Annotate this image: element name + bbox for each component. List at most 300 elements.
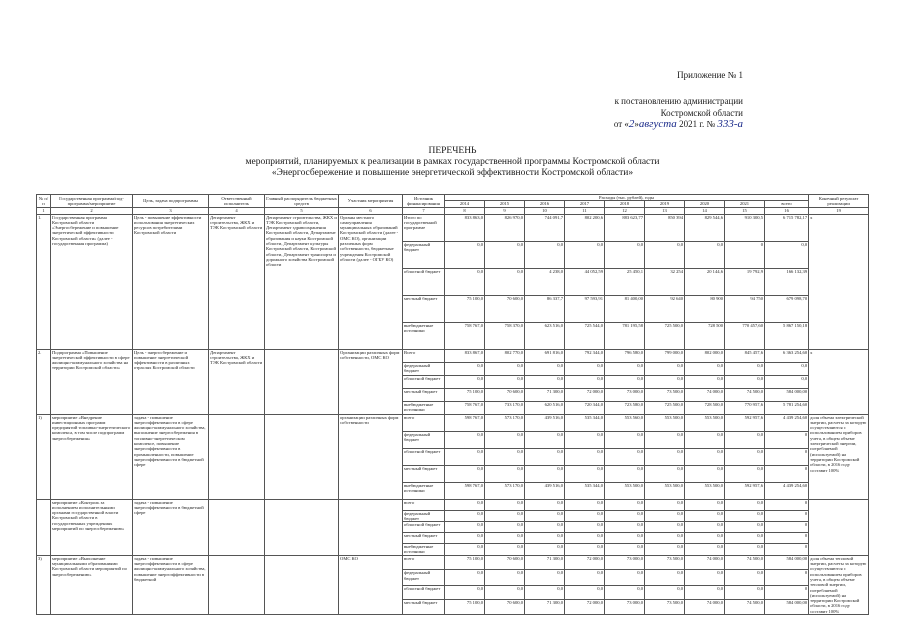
cell-value: 0,0 [605, 448, 645, 465]
cell-value: 792 344,0 [565, 349, 605, 362]
cell-value: 73 000,0 [605, 600, 645, 615]
cell-value: 75 100,0 [445, 600, 485, 615]
cell-value: 0,0 [445, 362, 485, 375]
decree-line: к постановлению администрации [614, 96, 743, 106]
cell-value: 0,0 [685, 544, 725, 556]
cell-value: 0,0 [565, 533, 605, 544]
cell-source: местный бюджет [403, 465, 445, 482]
cell-value: 0,0 [445, 510, 485, 522]
cell-value: 0,0 [565, 510, 605, 522]
cell-value: 0,0 [485, 465, 525, 482]
cell-value: 0,0 [725, 499, 765, 510]
cell-value: 0,0 [565, 585, 605, 600]
cell-value: 75 100,0 [445, 388, 485, 401]
cell-value: 0,0 [685, 522, 725, 533]
cell-source: областной бюджет [403, 522, 445, 533]
cell-value: 0,0 [685, 510, 725, 522]
cell-resp: Департамент строительства, ЖКХ и ТЭК Костромской области [209, 214, 265, 349]
cell-value: 0,0 [485, 268, 525, 295]
cell-value: 5 781 254,60 [765, 401, 809, 414]
cell-value: 0,0 [725, 431, 765, 448]
cell-value: 0,0 [445, 570, 485, 585]
cell-value: 0,0 [485, 431, 525, 448]
cell-no: 2. [37, 349, 51, 414]
cell-value: 0,0 [605, 585, 645, 600]
cell-value: 0,0 [765, 241, 809, 268]
cell-value: 0,0 [525, 544, 565, 556]
cell-source: всего [403, 555, 445, 570]
cell-prog: мероприятие «Внедрение инвестиционных программ предприятий топливно-энергетического комплекса, в том числе подпрограмм энергосбережения» [51, 414, 133, 499]
handwritten-month: августа [638, 118, 677, 130]
col-responsible: Ответственный исполнитель [209, 195, 265, 208]
doc-subtitle: мероприятий, планируемых к реализации в рамках государственной программы Костромской области [245, 157, 660, 167]
cell-value: 0,0 [645, 544, 685, 556]
cell-value: 0,0 [565, 362, 605, 375]
cell-value: 0,0 [725, 544, 765, 556]
cell-value: 758 370,0 [485, 322, 525, 349]
cell-goal: Цель - повышение эффективности использования энергетических ресурсов потребителями Костромской области [133, 214, 209, 349]
cell-value: 73 500,0 [645, 555, 685, 570]
cell-value: 73 000,0 [605, 388, 645, 401]
cell-value: 0,0 [685, 448, 725, 465]
cell-value: 0,0 [605, 375, 645, 388]
cell-resp [209, 555, 265, 614]
cell-source: внебюджетные источники [403, 322, 445, 349]
cell-value: 0,0 [565, 431, 605, 448]
cell-value: 75 100,0 [445, 295, 485, 322]
column-number: 19 [809, 207, 869, 214]
year-header: 2017 [565, 201, 605, 207]
cell-source: Итого по государственной программе [403, 214, 445, 241]
cell-value: 0,0 [685, 431, 725, 448]
cell-value: 0,0 [645, 465, 685, 482]
cell-gr [265, 349, 339, 414]
cell-value: 0,0 [445, 375, 485, 388]
cell-value: 0 [725, 241, 765, 268]
cell-value: 0,0 [445, 465, 485, 482]
cell-value: 623 516,0 [525, 322, 565, 349]
cell-value: 0,0 [485, 585, 525, 600]
cell-value: 0,0 [485, 533, 525, 544]
cell-value: 0,0 [725, 465, 765, 482]
cell-value: 728 500 [685, 322, 725, 349]
cell-result: х [809, 349, 869, 414]
cell-value: 72 000,0 [565, 388, 605, 401]
cell-value: 0,0 [685, 533, 725, 544]
cell-value: 833 863,0 [445, 214, 485, 241]
appendix-label: Приложение № 1 [677, 70, 743, 80]
cell-value: 74 000,0 [685, 600, 725, 615]
cell-goal: Цель - энергосбережение и повышение энергетической эффективности в различных отраслях Костромской области [133, 349, 209, 414]
cell-part: Организации различных форм собственности, ОМС КО [339, 349, 403, 414]
cell-resp [209, 414, 265, 499]
cell-value: 71 300,0 [525, 600, 565, 615]
col-source: Источник финансирования [403, 195, 445, 208]
col-participant: Участник мероприятия [339, 195, 403, 208]
cell-value: 80 900 [685, 295, 725, 322]
cell-value: 0,0 [445, 522, 485, 533]
cell-value: 0,0 [685, 585, 725, 600]
region-line: Костромской области [660, 108, 743, 118]
cell-value: 0,0 [645, 375, 685, 388]
column-number: 5 [265, 207, 339, 214]
column-number: 8 [445, 207, 485, 214]
cell-source: всего [403, 499, 445, 510]
cell-value: 92 640 [645, 295, 685, 322]
cell-source: федеральный бюджет [403, 431, 445, 448]
cell-resp [209, 499, 265, 555]
cell-value: 770 457,60 [725, 322, 765, 349]
cell-value: 74 500,0 [725, 388, 765, 401]
cell-value: 0,0 [725, 362, 765, 375]
year-header: 2016 [525, 201, 565, 207]
cell-value: 679 098,70 [765, 295, 809, 322]
cell-source: внебюджетные источники [403, 544, 445, 556]
cell-value: 94 750 [725, 295, 765, 322]
column-number: 6 [339, 207, 403, 214]
cell-value: 0,0 [605, 241, 645, 268]
cell-value: 0 [765, 533, 809, 544]
cell-value: 0,0 [605, 465, 645, 482]
cell-part: организации различных форм собственности [339, 414, 403, 499]
cell-value: 0,0 [445, 533, 485, 544]
cell-value: 0,0 [485, 570, 525, 585]
cell-value: 0,0 [645, 570, 685, 585]
column-number: 10 [525, 207, 565, 214]
cell-source: внебюджетные источники [403, 482, 445, 499]
cell-value: 584 000,00 [765, 600, 809, 615]
cell-value: 0,0 [525, 362, 565, 375]
cell-value: 20 144,6 [685, 268, 725, 295]
cell-result: доля объема тепловой энергии, расчеты за которую осуществляются с использованием приборов учета, в общем объеме тепловой энергии, потребляемой (используемой) на территории Костромской области, в 2016 году составит 100% [809, 555, 869, 614]
cell-source: областной бюджет [403, 268, 445, 295]
handwritten-number: 333-а [717, 118, 743, 130]
cell-value: 0,0 [445, 241, 485, 268]
cell-value: 0,0 [725, 510, 765, 522]
col-expenses: Расходы (тыс. рублей), годы [445, 195, 809, 201]
date-year: 2021 г. № [679, 119, 716, 129]
cell-gr [265, 499, 339, 555]
cell-value: 733 170,0 [485, 401, 525, 414]
cell-value: 0,0 [685, 241, 725, 268]
cell-value: 592 957,6 [725, 414, 765, 431]
cell-source: местный бюджет [403, 533, 445, 544]
cell-value: 728 500,0 [685, 401, 725, 414]
year-header: 2020 [685, 201, 725, 207]
cell-value: 0,0 [565, 570, 605, 585]
cell-no [37, 499, 51, 555]
cell-value: 802 000,0 [685, 349, 725, 362]
cell-value: 74 000,0 [685, 388, 725, 401]
cell-value: 0,0 [685, 499, 725, 510]
cell-source: федеральный бюджет [403, 510, 445, 522]
column-number: 14 [685, 207, 725, 214]
cell-value: 0,0 [605, 499, 645, 510]
cell-value: 0,0 [445, 544, 485, 556]
cell-value: 71 300,0 [525, 388, 565, 401]
cell-value: 0,0 [525, 465, 565, 482]
cell-value: 826 970,0 [485, 214, 525, 241]
cell-value: 0,0 [445, 448, 485, 465]
cell-value: 0,0 [645, 510, 685, 522]
cell-value: 6 715 782,17 [765, 214, 809, 241]
cell-value: 0 [765, 465, 809, 482]
cell-value: 439 516,0 [525, 414, 565, 431]
cell-value: 0,0 [645, 533, 685, 544]
cell-value: 0,0 [485, 362, 525, 375]
cell-value: 0,0 [605, 544, 645, 556]
cell-value: 0,0 [725, 570, 765, 585]
table-row [37, 349, 869, 362]
table-row [37, 214, 869, 241]
cell-value: 0,0 [685, 362, 725, 375]
cell-value: 86 337,7 [525, 295, 565, 322]
cell-value: 4 238,0 [525, 268, 565, 295]
cell-value: 0,0 [645, 448, 685, 465]
cell-value: 845 457,6 [725, 349, 765, 362]
cell-value: 71 300,0 [525, 555, 565, 570]
column-number: 15 [725, 207, 765, 214]
cell-source: областной бюджет [403, 585, 445, 600]
cell-value: 799 000,0 [645, 349, 685, 362]
cell-value: 0,0 [565, 465, 605, 482]
column-number: 13 [645, 207, 685, 214]
cell-value: 833 867,0 [445, 349, 485, 362]
cell-no: 1. [37, 214, 51, 349]
cell-value: 0,0 [725, 375, 765, 388]
cell-value: 802 200,6 [565, 214, 605, 241]
cell-value: 73 500,0 [645, 600, 685, 615]
cell-value: 770 957,6 [725, 401, 765, 414]
cell-value: 725 500,0 [645, 322, 685, 349]
column-number: 11 [565, 207, 605, 214]
cell-source: областной бюджет [403, 448, 445, 465]
cell-part: Органы местного самоуправления муниципальных образований Костромской области (далее - ОМС КО), организации различных форм собственности, бюджетные учреждения Костромской области (далее - ОГБУ КО) [339, 214, 403, 349]
year-header: 2021 [725, 201, 765, 207]
cell-value: 0,0 [645, 431, 685, 448]
cell-value: 781 195,58 [605, 322, 645, 349]
cell-value: 0,0 [445, 268, 485, 295]
cell-value: 0,0 [565, 544, 605, 556]
cell-value: 74 000,0 [685, 555, 725, 570]
cell-value: 592 957,6 [725, 482, 765, 499]
year-header: 2014 [445, 201, 485, 207]
cell-value: 829 544,6 [685, 214, 725, 241]
cell-value: 5 867 150,18 [765, 322, 809, 349]
cell-value: 73 500,0 [645, 388, 685, 401]
cell-value: 553 560,0 [605, 414, 645, 431]
cell-value: 723 580,0 [605, 401, 645, 414]
cell-value: 725 500,0 [645, 401, 685, 414]
cell-value: 0,0 [645, 522, 685, 533]
col-budget-holder: Главный распорядитель бюджетных средств [266, 195, 337, 206]
cell-value: 0 [765, 499, 809, 510]
cell-value: 0,0 [445, 499, 485, 510]
cell-value: 0,0 [485, 241, 525, 268]
cell-value: 0,0 [565, 499, 605, 510]
cell-value: 598 767,0 [445, 414, 485, 431]
cell-value: 535 344,0 [565, 482, 605, 499]
cell-gr [265, 555, 339, 614]
cell-value: 72 000,0 [565, 600, 605, 615]
doc-title: ПЕРЕЧЕНЬ [428, 146, 477, 156]
cell-value: 0,0 [525, 510, 565, 522]
cell-value: 0,0 [645, 241, 685, 268]
cell-value: 0,0 [645, 585, 685, 600]
cell-value: 584 000,00 [765, 388, 809, 401]
cell-value: 0 [765, 522, 809, 533]
cell-value: 0,0 [725, 448, 765, 465]
cell-value: 584 000,00 [765, 555, 809, 570]
cell-value: 553 500,0 [605, 482, 645, 499]
cell-value: 32 254 [645, 268, 685, 295]
cell-source: всего [403, 414, 445, 431]
year-header: всего [765, 201, 809, 207]
cell-value: 25 450,1 [605, 268, 645, 295]
cell-value: 166 132,39 [765, 268, 809, 295]
cell-value: 0 [765, 570, 809, 585]
cell-value: 0,0 [445, 585, 485, 600]
cell-value: 0 [765, 510, 809, 522]
cell-value: 19 792,9 [725, 268, 765, 295]
date-number-line [614, 118, 743, 130]
column-number: 1 [37, 207, 51, 214]
cell-value: 0,0 [725, 522, 765, 533]
column-number: 12 [605, 207, 645, 214]
cell-value: 0,0 [685, 465, 725, 482]
cell-value: 0,0 [565, 448, 605, 465]
cell-value: 0,0 [525, 241, 565, 268]
cell-value: 0,0 [525, 522, 565, 533]
cell-goal: задача - повышение энергоэффективности в сфере жилищно-коммунального хозяйства, повышение энергоэффективности в бюджетной [133, 555, 209, 614]
cell-source: местный бюджет [403, 600, 445, 615]
column-number: 2 [51, 207, 133, 214]
handwritten-day: 2 [628, 118, 635, 130]
measures-table [36, 194, 869, 615]
cell-value: 0,0 [725, 533, 765, 544]
cell-value: 883 623,77 [605, 214, 645, 241]
column-number: 7 [403, 207, 445, 214]
cell-value: 0,0 [685, 375, 725, 388]
cell-value: 0 [765, 448, 809, 465]
cell-value: 0,0 [525, 375, 565, 388]
cell-source: внебюджетные источники [403, 401, 445, 414]
cell-source: федеральный бюджет [403, 241, 445, 268]
cell-value: 620 516,0 [525, 401, 565, 414]
col-goal: Цель, задача подпрограммы [133, 195, 209, 208]
cell-value: 0,0 [565, 375, 605, 388]
column-number: 3 [133, 207, 209, 214]
cell-value: 70 600,0 [485, 388, 525, 401]
col-program: Государственная программа/под-программа/мероприятие [51, 195, 133, 208]
cell-value: 0,0 [645, 362, 685, 375]
cell-result: доля объема электрической энергии, расчеты за которую осуществляются с использованием приборов учета, в общем объеме электрической энергии, потребляемой (используемой) на территории Костромской области, в 2016 году составит 100% [809, 414, 869, 499]
cell-source: областной бюджет [403, 375, 445, 388]
cell-value: 0,0 [765, 375, 809, 388]
cell-value: 573 170,0 [485, 482, 525, 499]
cell-source: федеральный бюджет [403, 362, 445, 375]
year-header: 2015 [485, 201, 525, 207]
cell-source: федеральный бюджет [403, 570, 445, 585]
cell-value: 0,0 [605, 522, 645, 533]
cell-value: 6 363 254,60 [765, 349, 809, 362]
cell-value: 720 344,0 [565, 401, 605, 414]
cell-value: 0,0 [525, 570, 565, 585]
cell-part [339, 499, 403, 555]
cell-value: 97 593,91 [565, 295, 605, 322]
cell-value: 553 500,0 [645, 482, 685, 499]
cell-value: 0,0 [565, 241, 605, 268]
cell-value: 72 000,0 [565, 555, 605, 570]
cell-value: 796 580,0 [605, 349, 645, 362]
column-number: 9 [485, 207, 525, 214]
table-row [37, 414, 869, 431]
cell-value: 553 500,0 [685, 414, 725, 431]
cell-no: 1) [37, 414, 51, 499]
cell-value: 4 439 254,60 [765, 414, 809, 431]
cell-source: местный бюджет [403, 295, 445, 322]
cell-value: 0,0 [525, 585, 565, 600]
cell-value: 73 000,0 [605, 555, 645, 570]
cell-value: 0,0 [645, 499, 685, 510]
cell-source: Всего [403, 349, 445, 362]
cell-value: 0,0 [605, 362, 645, 375]
cell-gr [265, 414, 339, 499]
cell-value: 0,0 [525, 499, 565, 510]
table-row [37, 555, 869, 570]
cell-value: 0,0 [725, 585, 765, 600]
table-row [37, 499, 869, 510]
cell-value: 744 091,7 [525, 214, 565, 241]
cell-value: 0,0 [605, 510, 645, 522]
cell-value: 439 516,0 [525, 482, 565, 499]
cell-no: 3) [37, 555, 51, 614]
cell-value: 758 767,0 [445, 322, 485, 349]
cell-value: 0 [765, 544, 809, 556]
cell-value: 0 [765, 585, 809, 600]
cell-prog: Государственная программа Костромской области «Энергосбережение и повышение энергетической эффективности Костромской области» (далее - государственная программа) [51, 214, 133, 349]
cell-value: 535 344,0 [565, 414, 605, 431]
date-prefix: от « [613, 119, 629, 129]
cell-value: 802 770,0 [485, 349, 525, 362]
cell-value: 725 544,0 [565, 322, 605, 349]
cell-value: 0,0 [445, 431, 485, 448]
cell-value: 74 500,0 [725, 555, 765, 570]
cell-value: 553 500,0 [685, 482, 725, 499]
cell-value: 0,0 [565, 522, 605, 533]
cell-value: 75 100,0 [445, 555, 485, 570]
doc-subtitle-program: «Энергосбережение и повышение энергетической эффективности Костромской области» [271, 168, 634, 178]
cell-result: х [809, 214, 869, 349]
cell-value: 0,0 [525, 431, 565, 448]
cell-value: 0,0 [485, 544, 525, 556]
cell-value: 0,0 [605, 570, 645, 585]
year-header: 2019 [645, 201, 685, 207]
cell-value: 0,0 [605, 431, 645, 448]
cell-source: местный бюджет [403, 388, 445, 401]
cell-resp: Департамент строительства, ЖКХ и ТЭК Костромской области [209, 349, 265, 414]
cell-value: 758 767,0 [445, 401, 485, 414]
cell-value: 910 300,5 [725, 214, 765, 241]
cell-value: 4 439 254,60 [765, 482, 809, 499]
cell-value: 81 400,00 [605, 295, 645, 322]
cell-value: 0,0 [525, 448, 565, 465]
col-result: Конечный результат реализации [809, 195, 869, 208]
cell-value: 44 052,59 [565, 268, 605, 295]
cell-value: 691 816,0 [525, 349, 565, 362]
cell-value: 70 600,0 [485, 600, 525, 615]
cell-prog: мероприятие «Контроль за исполнением исполнительными органами государственной власти Костромской области в государственных учреждениях мероприятий по энергосбережению» [51, 499, 133, 555]
